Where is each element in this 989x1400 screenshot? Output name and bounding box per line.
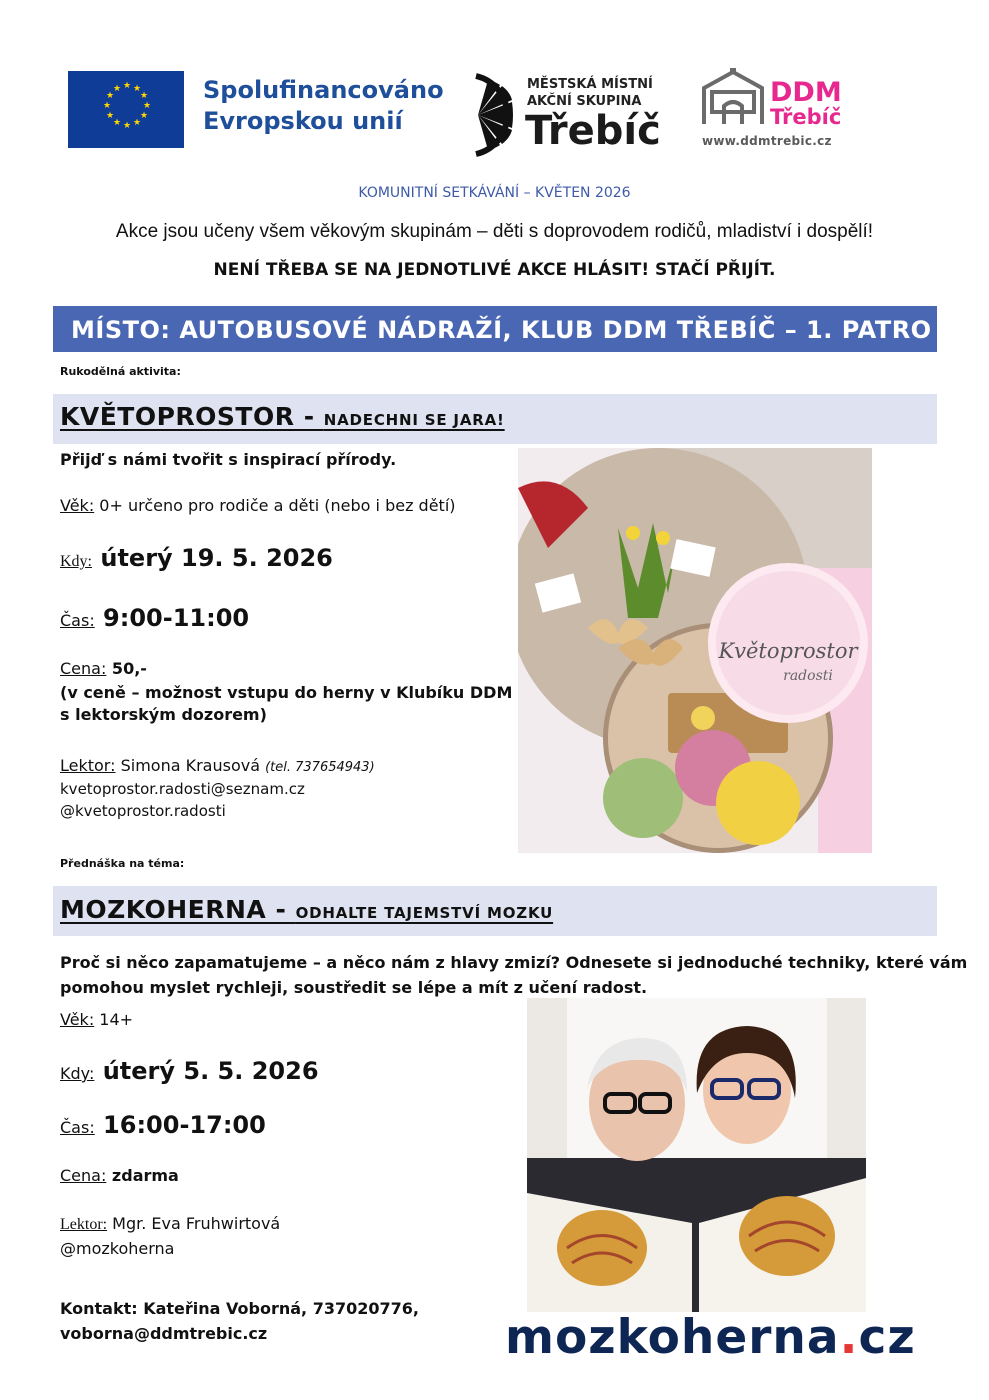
mas-title: MĚSTSKÁ MÍSTNÍ AKČNÍ SKUPINA <box>527 77 653 109</box>
notice-text: NENÍ TŘEBA SE NA JEDNOTLIVÉ AKCE HLÁSIT! STAČÍ PŘIJÍT. <box>213 260 776 280</box>
svg-text:★: ★ <box>123 121 132 131</box>
place-banner: MÍSTO: AUTOBUSOVÉ NÁDRAŽÍ, KLUB DDM TŘEBÍČ – 1. PATRO <box>53 306 937 352</box>
contact-info: Kontakt: Kateřina Voborná, 737020776, voborna@ddmtrebic.cz <box>60 1299 419 1343</box>
svg-text:★: ★ <box>106 91 115 101</box>
event1-photo <box>518 448 872 853</box>
event2-subtitle: ODHALTE TAJEMSTVÍ MOZKU <box>295 904 554 922</box>
photo1-caption: Květoprostor <box>718 639 858 663</box>
event1-age: Věk: 0+ určeno pro rodiče a děti (nebo i bez dětí) <box>60 496 456 515</box>
svg-text:★: ★ <box>113 84 122 94</box>
event2-category: Přednáška na téma: <box>60 857 185 870</box>
svg-text:★: ★ <box>133 118 142 128</box>
event2-photo <box>527 998 866 1312</box>
ddm-logo-name: DDM <box>770 77 842 108</box>
svg-text:★: ★ <box>113 118 122 128</box>
svg-text:★: ★ <box>106 111 115 121</box>
svg-text:★: ★ <box>143 101 152 111</box>
event1-price-note: (v ceně – možnost vstupu do herny v Klubíku DDM s lektorským dozorem) <box>60 683 513 724</box>
ddm-website: www.ddmtrebic.cz <box>702 134 832 148</box>
event2-age: Věk: 14+ <box>60 1010 134 1029</box>
event1-social: @kvetoprostor.radosti <box>60 802 226 820</box>
mas-city: Třebíč <box>525 108 661 154</box>
event2-time: Čas: 16:00-17:00 <box>60 1111 266 1139</box>
event1-title: KVĚTOPROSTOR - NADECHNI SE JARA! <box>60 402 505 431</box>
svg-text:★: ★ <box>103 101 112 111</box>
eu-flag-logo <box>68 71 184 148</box>
mas-flower-icon <box>472 72 516 158</box>
eu-cofinanced-text: Spolufinancováno Evropskou unií <box>203 76 444 135</box>
event1-when: Kdy: úterý 19. 5. 2026 <box>60 544 333 572</box>
event2-title: MOZKOHERNA - ODHALTE TAJEMSTVÍ MOZKU <box>60 895 554 924</box>
ddm-house-icon <box>700 66 766 128</box>
mozkoherna-logo: mozkoherna.cz <box>505 1310 916 1365</box>
event1-email: kvetoprostor.radosti@seznam.cz <box>60 780 305 798</box>
page-subtitle: KOMUNITNÍ SETKÁVÁNÍ – KVĚTEN 2026 <box>358 185 631 201</box>
event1-time: Čas: 9:00-11:00 <box>60 604 250 632</box>
event1-category: Rukodělná aktivita: <box>60 365 181 378</box>
event2-price: Cena: zdarma <box>60 1166 179 1185</box>
event1-subtitle: NADECHNI SE JARA! <box>323 411 505 429</box>
event2-lead: Proč si něco zapamatujeme – a něco nám z hlavy zmizí? Odnesete si jednoduché techniky, které vám pomohou myslet rychleji, soustředit se lépe a mít z učení radost. <box>60 953 968 997</box>
ddm-logo-city: Třebíč <box>770 105 842 129</box>
photo1-caption-2: radosti <box>783 668 833 684</box>
event1-price: Cena: 50,- <box>60 659 147 678</box>
svg-text:★: ★ <box>123 81 132 91</box>
event2-when: Kdy: úterý 5. 5. 2026 <box>60 1057 319 1085</box>
event2-lector: Lektor: Mgr. Eva Fruhwirtová <box>60 1214 281 1233</box>
svg-text:★: ★ <box>140 111 149 121</box>
event1-lector: Lektor: Simona Krausová (tel. 737654943) <box>60 756 375 775</box>
svg-text:★: ★ <box>133 84 142 94</box>
event2-social: @mozkoherna <box>60 1239 175 1258</box>
svg-text:★: ★ <box>140 91 149 101</box>
event1-lead: Přijď s námi tvořit s inspirací přírody. <box>60 450 397 469</box>
intro-text: Akce jsou učeny všem věkovým skupinám – děti s doprovodem rodičů, mladiství i dospělí! <box>115 221 874 242</box>
